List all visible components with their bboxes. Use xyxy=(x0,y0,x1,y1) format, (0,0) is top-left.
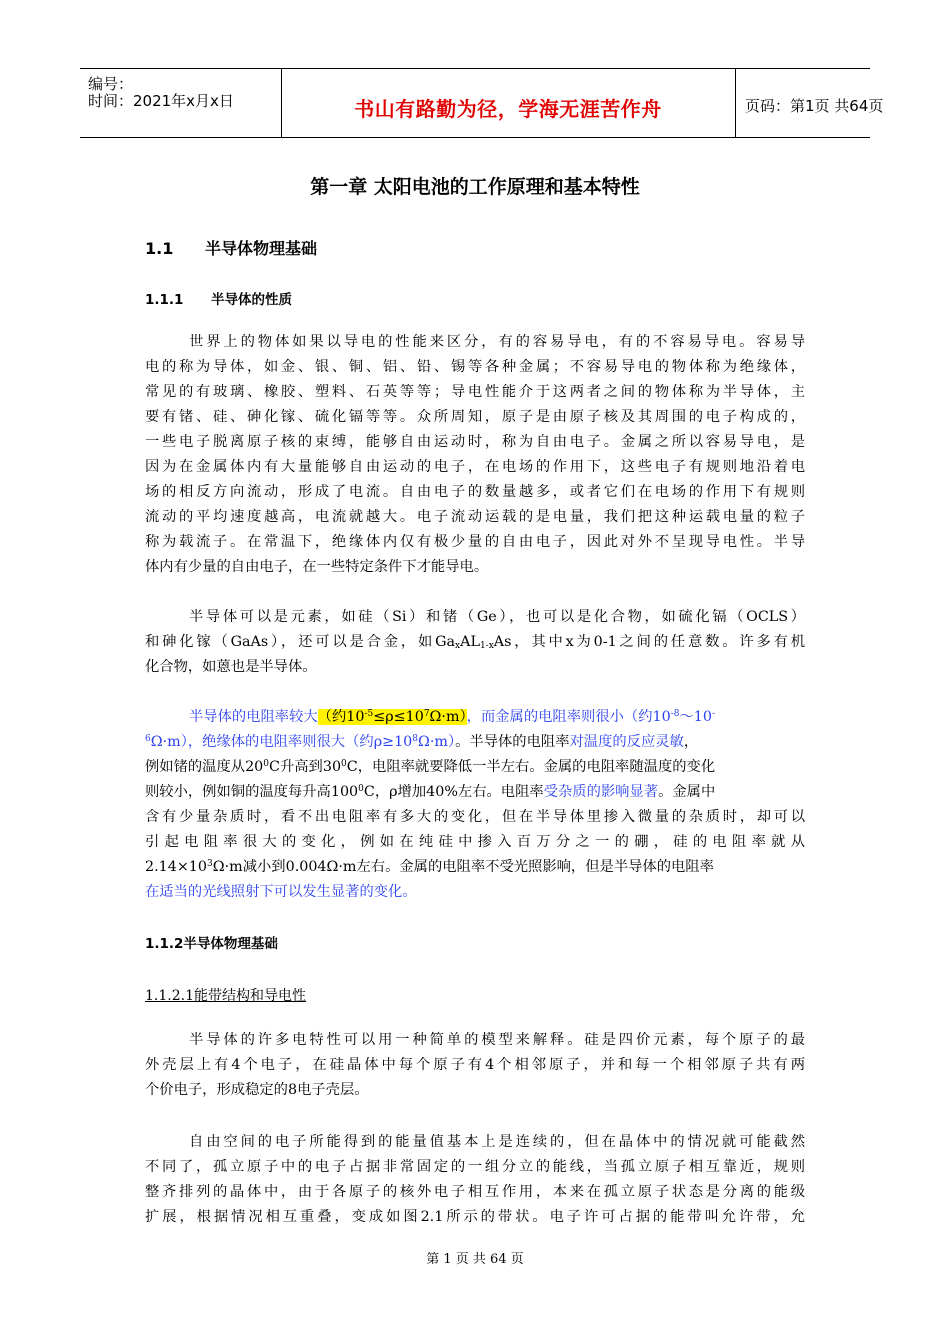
paragraph-line: 体内有少量的自由电子，在一些特定条件下才能导电。 xyxy=(145,559,489,575)
blue-text xyxy=(145,734,455,750)
paragraph-line: 半导体可以是元素，如硅（Si）和锗（Ge），也可以是化合物，如硫化镉（OCLS） xyxy=(189,609,805,625)
superscript: 0 xyxy=(341,759,347,769)
blue-text: 受杂质的影响显著 xyxy=(543,784,659,800)
superscript: -5 xyxy=(364,709,374,719)
subscript: 1-x xyxy=(479,641,494,651)
text-run: 2.14×10 xyxy=(145,859,208,875)
text-run: AL xyxy=(460,634,480,650)
chapter-title: 第一章 太阳电池的工作原理和基本特性 xyxy=(310,176,640,198)
paragraph-line: 常见的有玻璃、橡胶、塑料、石英等等；导电性能介于这两者之间的物体称为半导体，主 xyxy=(145,384,805,400)
document-number-label: 编号： xyxy=(88,75,134,93)
text-run: Ω·m），绝缘体的电阻率则很大（约ρ≥10 xyxy=(150,734,413,750)
paragraph-line: 世界上的物体如果以导电的性能来区分，有的容易导电，有的不容易导电。容易导 xyxy=(189,334,805,350)
paragraph-2 xyxy=(145,605,805,680)
blue-text: 半导体的电阻率较大 xyxy=(189,709,318,725)
superscript: 0 xyxy=(358,784,364,794)
paragraph-line: 流动的平均速度越高，电流就越大。电子流动运载的是电量，我们把这种运载电量的粒子 xyxy=(145,509,805,525)
document-date: 时间：2021年x月x日 xyxy=(88,92,234,110)
subsection-title: 半导体的性质 xyxy=(211,292,292,308)
header-left-cell xyxy=(80,69,282,137)
section-heading xyxy=(145,236,317,259)
paragraph-line xyxy=(145,855,805,880)
paragraph-line: 一些电子脱离原子核的束缚，能够自由运动时，称为自由电子。金属之所以容易导电，是 xyxy=(145,434,805,450)
paragraph-line: 半导体的许多电特性可以用一种简单的模型来解释。硅是四价元素，每个原子的最 xyxy=(189,1032,805,1048)
subsection-heading xyxy=(145,288,292,308)
paragraph-line: 含有少量杂质时，看不出电阻率有多大的变化，但在半导体里掺入微量的杂质时，却可以 xyxy=(145,809,805,825)
paragraph-line: 称为载流子。在常温下，绝缘体内仅有极少量的自由电子，因此对外不呈现导电性。半导 xyxy=(145,534,805,550)
header-right-cell xyxy=(735,69,884,137)
paragraph-line: 在适当的光线照射下可以发生显著的变化。 xyxy=(145,884,417,900)
text-run: 。半导体的电阻率 xyxy=(455,734,570,750)
paragraph-line: 因为在金属体内有大量能够自由运动的电子，在电场的作用下，这些电子有规则地沿着电 xyxy=(145,459,805,475)
subsection-number: 1.1.1 xyxy=(145,292,184,308)
paragraph-line: 个价电子，形成稳定的8电子壳层。 xyxy=(145,1082,369,1098)
text-run: Ω·m） xyxy=(429,709,467,725)
subsection-2-heading: 1.1.2半导体物理基础 xyxy=(145,936,278,952)
paragraph-line: 不同了，孤立原子中的电子占据非常固定的一组分立的能线，当孤立原子相互靠近，规则 xyxy=(145,1159,805,1175)
paragraph-1 xyxy=(145,330,805,580)
paragraph-line xyxy=(145,630,805,655)
text-run: Ω·m减小到0.004Ω·m左右。金属的电阻率不受光照影响，但是半导体的电阻率 xyxy=(212,859,714,875)
subsection-3-heading: 1.1.2.1能带结构和导电性 xyxy=(145,988,306,1004)
text-run: ≤ρ≤10 xyxy=(373,709,424,725)
blue-text xyxy=(467,709,715,725)
text-run: As，其中x为0-1之间的任意数。许多有机 xyxy=(493,634,805,650)
text-run: C，ρ增加40%左右。电阻率 xyxy=(363,784,544,800)
highlighted-text xyxy=(318,709,467,725)
paragraph-line: 扩展，根据情况相互重叠，变成如图2.1所示的带状。电子许可占据的能带叫允许带，允 xyxy=(145,1209,805,1225)
paragraph-line xyxy=(145,755,805,780)
text-run: ， xyxy=(683,734,699,750)
section-number: 1.1 xyxy=(145,239,174,258)
paragraph-line: 电的称为导体，如金、银、铜、铝、铅、锡等各种金属；不容易导电的物体称为绝缘体， xyxy=(145,359,805,375)
text-run: ～10 xyxy=(679,709,712,725)
subscript: x xyxy=(455,641,461,651)
paragraph-line xyxy=(145,705,805,730)
superscript: 3 xyxy=(207,859,213,869)
page-info: 页码：第1页 共64页 xyxy=(745,97,884,115)
paragraph-line: 整齐排列的晶体中，由于各原子的核外电子相互作用，本来在孤立原子状态是分离的能级 xyxy=(145,1184,805,1200)
text-run: C，电阻率就要降低一半左右。金属的电阻率随温度的变化 xyxy=(346,759,716,775)
header-table xyxy=(80,68,884,138)
superscript: - xyxy=(712,709,716,719)
section-title: 半导体物理基础 xyxy=(205,239,318,258)
superscript: -8 xyxy=(670,709,680,719)
text-run: ，而金属的电阻率则很小（约10 xyxy=(466,709,671,725)
text-run: 则较小，例如铜的温度每升高100 xyxy=(145,784,359,800)
text-run: Ω·m） xyxy=(418,734,456,750)
blue-text: 对温度的反应灵敏 xyxy=(569,734,684,750)
text-run: （约10 xyxy=(317,709,365,725)
paragraph-5 xyxy=(145,1130,805,1230)
superscript: 7 xyxy=(423,709,430,719)
text-run: C升高到30 xyxy=(269,759,342,775)
paragraph-line: 场的相反方向流动，形成了电流。自由电子的数量越多，或者它们在电场的作用下有规则 xyxy=(145,484,805,500)
paragraph-3 xyxy=(145,705,805,905)
superscript: 6 xyxy=(145,734,151,744)
paragraph-line: 要有锗、硅、砷化镓、硫化镉等等。众所周知，原子是由原子核及其周围的电子构成的， xyxy=(145,409,805,425)
paragraph-line: 引起电阻率很大的变化，例如在纯硅中掺入百万分之一的硼，硅的电阻率就从 xyxy=(145,834,805,850)
superscript: 0 xyxy=(263,759,270,769)
superscript: 8 xyxy=(412,734,419,744)
text-run: 例如锗的温度从20 xyxy=(145,759,264,775)
text-run: 和砷化镓（GaAs），还可以是合金，如Ga xyxy=(145,634,456,650)
paragraph-line: 自由空间的电子所能得到的能量值基本上是连续的，但在晶体中的情况就可能截然 xyxy=(189,1134,805,1150)
paragraph-line xyxy=(145,730,805,755)
paragraph-line xyxy=(145,780,805,805)
paragraph-line: 外壳层上有4个电子，在硅晶体中每个原子有4个相邻原子，并和每一个相邻原子共有两 xyxy=(145,1057,805,1073)
header-center-cell xyxy=(281,69,736,137)
page-footer: 第 1 页 共 64 页 xyxy=(426,1252,524,1267)
header-motto: 书山有路勤为径，学海无涯苦作舟 xyxy=(354,97,662,121)
text-run: 。金属中 xyxy=(658,784,716,800)
paragraph-line: 化合物，如蒽也是半导体。 xyxy=(145,659,317,675)
paragraph-4 xyxy=(145,1028,805,1103)
